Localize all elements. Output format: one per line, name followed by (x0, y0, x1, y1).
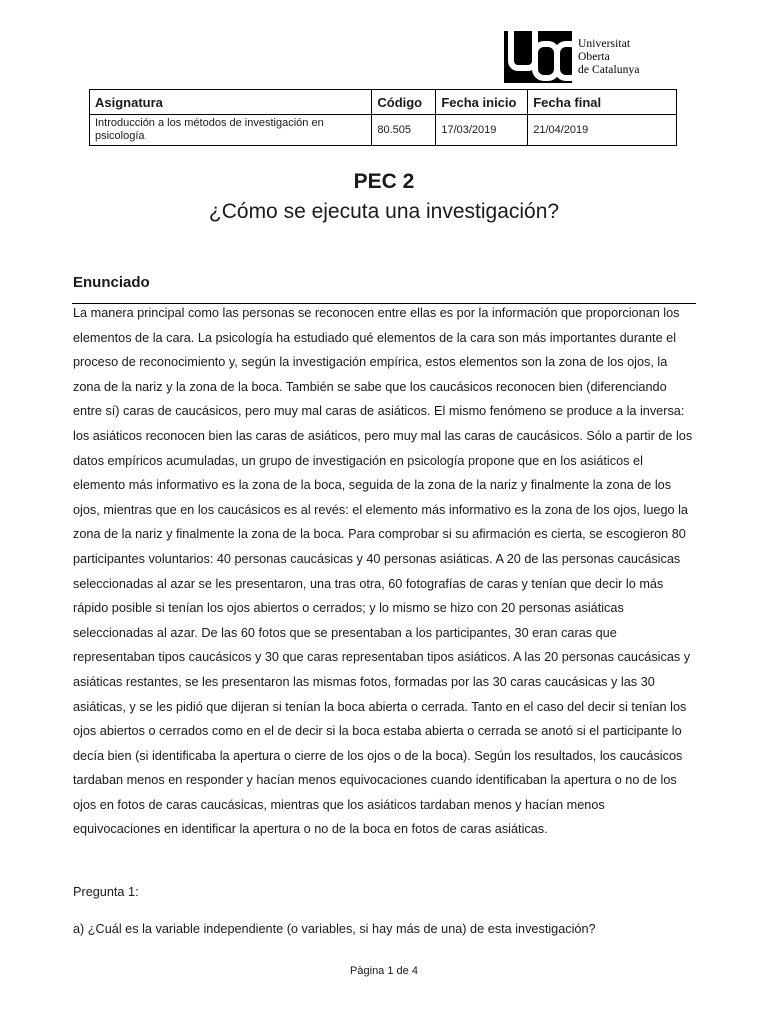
uoc-logo-mark (504, 31, 572, 83)
uoc-logo (504, 31, 654, 83)
statement-line: los asiáticos reconocen bien las caras de asiáticos, pero muy mal las caras de caucásicos. Sólo a partir de los (73, 428, 693, 443)
statement-line: datos empíricos acumuladas, un grupo de investigación en psicología propone que en los asiáticos el (73, 453, 643, 468)
header-subject: Asignatura (90, 90, 372, 115)
uoc-logo-text (578, 38, 640, 77)
statement-line: participantes voluntarios: 40 personas caucásicas y 40 personas asiáticas. A 20 de las personas caucásicas (73, 551, 681, 566)
statement-line: zona de la nariz y finalmente la zona de la boca. Para comprobar si su afirmación es cierta, se escogieron 80 (73, 527, 686, 542)
header-start-date: Fecha inicio (436, 90, 528, 115)
statement-line: equivocaciones en identificar la apertura o no de la boca en fotos de caras asiáticas. (73, 822, 548, 837)
question-label: Pregunta 1: (73, 885, 139, 899)
statement-line: proceso de reconocimiento y, según la investigación empírica, estos elementos son la zona de los ojos, la (73, 355, 668, 370)
statement-line: ojos abiertos o cerrados como en el de decir si la boca estaba abierta o cerrada se anotó si el participante lo (73, 724, 682, 739)
course-info-table (89, 89, 677, 146)
statement-line: tardaban menos en responder y hacían menos equivocaciones cuando identificaban la apertura o no de los (73, 773, 677, 788)
table-row (90, 115, 677, 146)
statement-line: asiáticas restantes, se les presentaron las mismas fotos, formadas por las 30 caras caucásicas y las 30 (73, 674, 655, 689)
statement-line: decía bien (si identificaba la apertura o cierre de los ojos o de la boca). Según los resultados, los caucásicos (73, 748, 683, 763)
section-heading: Enunciado (73, 274, 150, 291)
statement-line: entre sí) caras de caucásicos, pero muy mal caras de asiáticos. El mismo fenómeno se produce a la inversa: (73, 404, 685, 419)
statement-line: seleccionadas al azar. De las 60 fotos que se presentaban a los participantes, 30 eran caras que (73, 625, 617, 640)
header-code: Código (372, 90, 436, 115)
statement-line: rápido posible si tenían los ojos abiertos o cerrados; y lo mismo se hizo con 20 personas asiáticas (73, 601, 624, 616)
cell-subject: Introducción a los métodos de investigación en psicología (90, 115, 372, 146)
statement-line: elementos de la cara. La psicología ha estudiado qué elementos de la cara son más importantes durante el (73, 330, 677, 345)
question-a: a) ¿Cuál es la variable independiente (o variables, si hay más de una) de esta investigación? (73, 922, 596, 936)
logo-line: Universitat (578, 37, 631, 50)
table-header-row (90, 90, 677, 115)
page-subtitle: ¿Cómo se ejecuta una investigación? (208, 200, 560, 223)
cell-start-date: 17/03/2019 (436, 115, 528, 146)
statement-line: elemento más informativo es la zona de la boca, seguida de la zona de la nariz y finalmente la zona de los (73, 478, 672, 493)
statement-line: zona de la nariz y la zona de la boca. También se sabe que los caucásicos reconocen bien (diferenciando (73, 379, 667, 394)
cell-code: 80.505 (372, 115, 436, 146)
header-end-date: Fecha final (528, 90, 677, 115)
logo-line: de Catalunya (578, 63, 640, 76)
cell-end-date: 21/04/2019 (528, 115, 677, 146)
statement-line: asiáticas, y se les pidió que dijeran si tenían la boca abierta o cerrada. Tanto en el caso del decir si tenían los (73, 699, 687, 714)
logo-line: Oberta (578, 50, 610, 63)
statement-line: La manera principal como las personas se reconocen entre ellas es por la información que proporcionan los (73, 306, 680, 320)
statement-line: seleccionadas al azar se les presentaron, una tras otra, 60 fotografías de caras y tenían que decir lo más (73, 576, 664, 591)
statement-text (73, 301, 697, 842)
statement-line: ojos, mientras que en los caucásicos es al revés: el elemento más informativo es la zona de los ojos, luego la (73, 502, 688, 517)
statement-line: representaban tipos caucásicos y 30 que caras representaban tipos asiáticos. A las 20 personas caucásicas y (73, 650, 691, 665)
page-number: Pàgina 1 de 4 (350, 965, 418, 977)
page-title: PEC 2 (353, 170, 415, 193)
statement-line: ojos en fotos de caras caucásicas, mientras que los asiáticos tardaban menos y hacían menos (73, 797, 605, 812)
